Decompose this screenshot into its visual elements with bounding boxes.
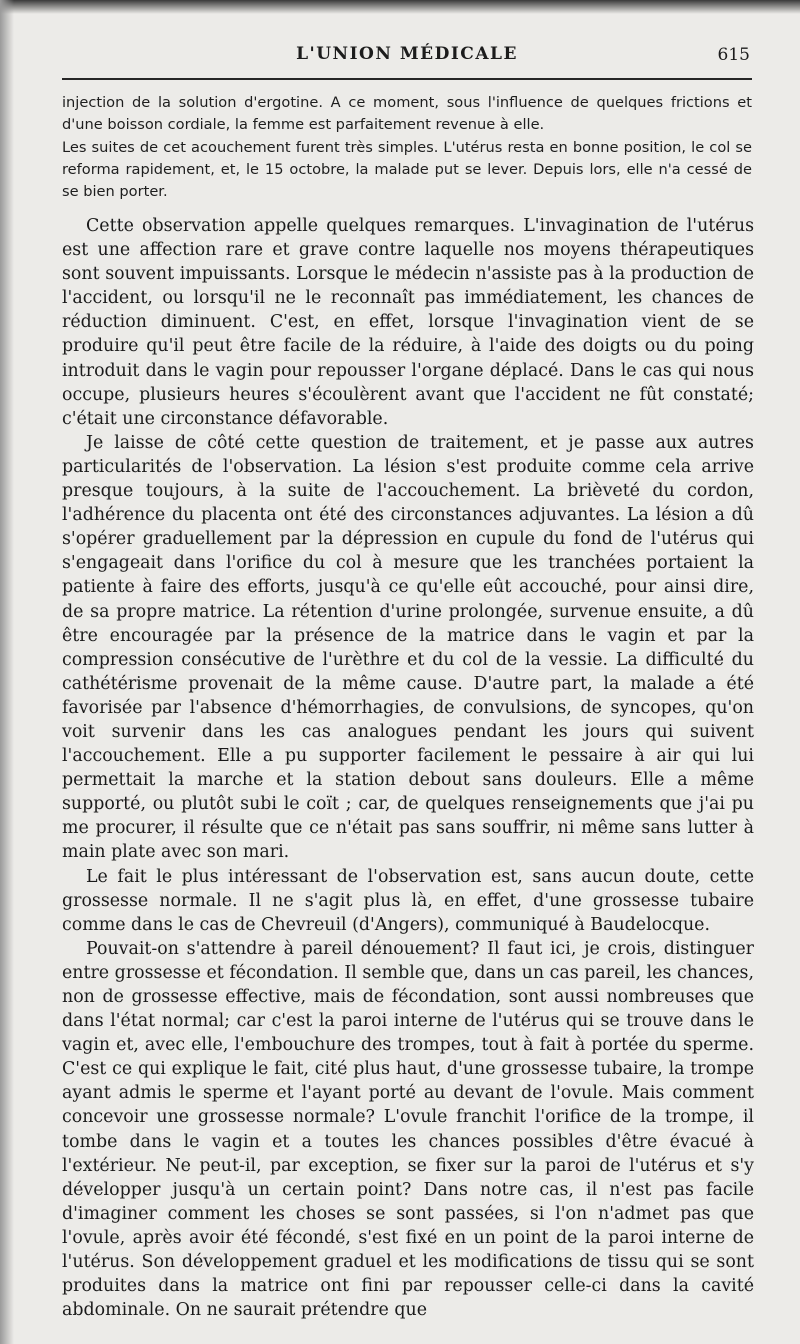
page-number: 615 <box>717 45 750 65</box>
body-paragraph: Je laisse de côté cette question de traitement, et je passe aux autres particularités de l'observation. La lésion s'est produite comme cela arrive presque toujours, à la suite de l'accouchement. La brièveté du cordon, l'adhérence du placenta ont été des circonstances adjuvantes. La lésion a dû s'opérer graduellement par la dépression en cupule du fond de l'utérus qui s'engageait dans l'orifice du col à mesure que les tranchées portaient la patiente à faire des efforts, jusqu'à ce qu'elle eût accouché, pour ainsi dire, de sa propre matrice. La rétention d'urine prolongée, survenue ensuite, a dû être encouragée par la présence de la matrice dans le vagin et par la compression consécutive de l'urèthre et du col de la vessie. La difficulté du cathétérisme provenait de la même cause. D'autre part, la malade a été favorisée par l'absence d'hémorrhagies, de convulsions, de syncopes, qu'on voit survenir dans les cas analogues pendant les jours qui suivent l'accouchement. Elle a pu supporter facilement le pessaire à air qui lui permettait la marche et la station debout sans douleurs. Elle a même supporté, ou plutôt subi le coït ; car, de quelques renseignements que j'ai pu me procurer, il résulte que ce n'était pas sans souffrir, ni même sans lutter à main plate avec son mari. <box>62 432 754 863</box>
header-rule <box>62 78 752 80</box>
body-paragraph: Le fait le plus intéressant de l'observation est, sans aucun doute, cette grossesse normale. Il ne s'agit plus là, en effet, d'une grossesse tubaire comme dans le cas de Chevreuil (d'Angers), communiqué à Baudelocque. <box>62 866 754 935</box>
running-title: L'UNION MÉDICALE <box>296 44 518 64</box>
body-paragraph: Pouvait-on s'attendre à pareil dénouement? Il faut ici, je crois, distinguer entre grossesse et fécondation. Il semble que, dans un cas pareil, les chances, non de grossesse effective, mais de fécondation, sont aussi nombreuses que dans l'état normal; car c'est la paroi interne de l'utérus qui se trouve dans le vagin et, avec elle, l'embouchure des trompes, tout à fait à portée du sperme. C'est ce qui explique le fait, cité plus haut, d'une grossesse tubaire, la trompe ayant admis le sperme et l'ayant porté au devant de l'ovule. Mais comment concevoir une grossesse normale? L'ovule franchit l'orifice de la trompe, il tombe dans le vagin et a toutes les chances possibles d'être évacué à l'extérieur. Ne peut-il, par exception, se fixer sur la paroi de l'utérus et s'y développer jusqu'à un certain point? Dans notre cas, il n'est pas facile d'imaginer comment les choses se sont passées, si l'on n'admet pas que l'ovule, après avoir été fécondé, s'est fixé en un point de la paroi interne de l'utérus. Son développement graduel et les modifications de tissu qui se sont produites dans la matrice ont fini par repousser celle-ci dans la cavité abdominale. On ne saurait prétendre que <box>62 938 754 1321</box>
case-note-small-print <box>62 92 752 203</box>
scan-shadow-top <box>0 0 800 14</box>
scan-shadow-left <box>0 0 14 1344</box>
note-paragraph: injection de la solution d'ergotine. A ce moment, sous l'influence de quelques frictions et d'une boisson cordiale, la femme est parfaitement revenue à elle. <box>62 94 752 134</box>
main-text <box>62 214 754 1322</box>
note-paragraph: Les suites de cet acouchement furent très simples. L'utérus resta en bonne position, le col se reforma rapidement, et, le 15 octobre, la malade put se lever. Depuis lors, elle n'a cessé de se bien porter. <box>62 138 752 201</box>
page-header <box>62 44 752 72</box>
body-paragraph: Cette observation appelle quelques remarques. L'invagination de l'utérus est une affection rare et grave contre laquelle nos moyens thérapeutiques sont souvent impuissants. Lorsque le médecin n'assiste pas à la production de l'accident, ou lorsqu'il ne le reconnaît pas immédiatement, les chances de réduction diminuent. C'est, en effet, lorsque l'invagination vient de se produire qu'il peut être facile de la réduire, à l'aide des doigts ou du poing introduit dans le vagin pour repousser l'organe déplacé. Dans le cas qui nous occupe, plusieurs heures s'écoulèrent avant que l'accident ne fût constaté; c'était une circonstance défavorable. <box>62 216 754 429</box>
